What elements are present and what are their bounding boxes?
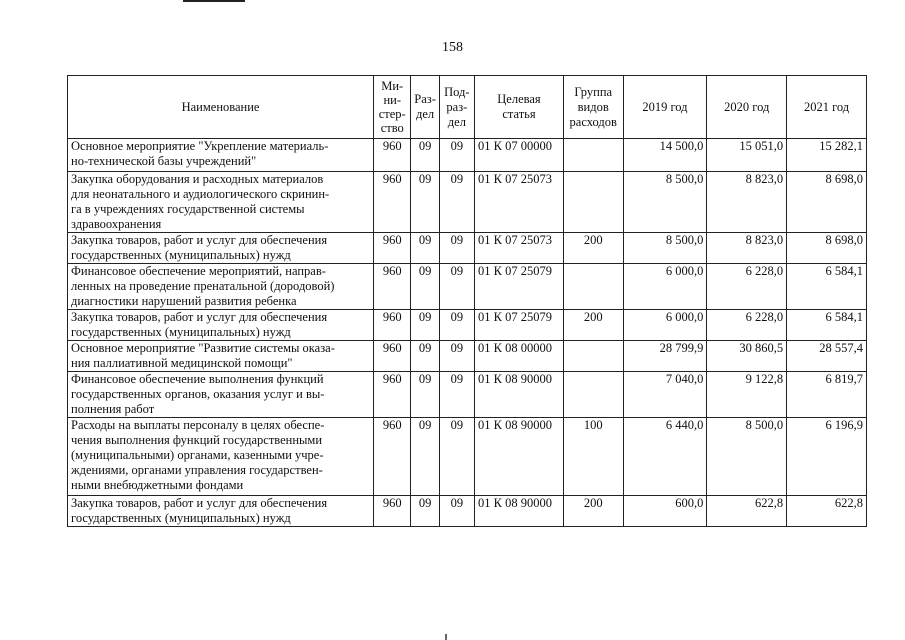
table-row xyxy=(68,310,867,341)
cell-2021: 6 819,7 xyxy=(787,372,867,418)
cell-name: Основное мероприятие "Укрепление материаль- но-технической базы учреждений" xyxy=(68,139,374,172)
cell-2019: 8 500,0 xyxy=(623,233,707,264)
cell-2019: 6 440,0 xyxy=(623,418,707,496)
cell-2019: 600,0 xyxy=(623,496,707,527)
table-row xyxy=(68,233,867,264)
cell-target: 01 К 08 90000 xyxy=(475,418,564,496)
cell-2020: 6 228,0 xyxy=(707,310,787,341)
cell-target: 01 К 08 00000 xyxy=(475,341,564,372)
scan-mark xyxy=(445,634,447,640)
cell-group xyxy=(563,372,623,418)
table-row xyxy=(68,341,867,372)
cell-2021: 622,8 xyxy=(787,496,867,527)
page-number: 158 xyxy=(442,40,463,55)
table-row xyxy=(68,139,867,172)
cell-target: 01 К 07 25079 xyxy=(475,310,564,341)
cell-2020: 15 051,0 xyxy=(707,139,787,172)
cell-ministry: 960 xyxy=(374,139,411,172)
cell-subsection: 09 xyxy=(439,264,474,310)
cell-subsection: 09 xyxy=(439,496,474,527)
header-2020: 2020 год xyxy=(707,76,787,139)
cell-ministry: 960 xyxy=(374,341,411,372)
cell-2020: 9 122,8 xyxy=(707,372,787,418)
cell-name: Закупка оборудования и расходных материалов для неонатального и аудиологического скринин- га в учреждениях государственной системы здравоохранения xyxy=(68,172,374,233)
cell-ministry: 960 xyxy=(374,496,411,527)
cell-section: 09 xyxy=(411,372,439,418)
cell-section: 09 xyxy=(411,264,439,310)
cell-2019: 6 000,0 xyxy=(623,264,707,310)
table-row xyxy=(68,372,867,418)
cell-2021: 28 557,4 xyxy=(787,341,867,372)
header-group: Группа видов расходов xyxy=(563,76,623,139)
cell-subsection: 09 xyxy=(439,418,474,496)
cell-section: 09 xyxy=(411,139,439,172)
cell-ministry: 960 xyxy=(374,418,411,496)
cell-section: 09 xyxy=(411,341,439,372)
cell-2020: 30 860,5 xyxy=(707,341,787,372)
cell-subsection: 09 xyxy=(439,172,474,233)
cell-ministry: 960 xyxy=(374,310,411,341)
header-2019: 2019 год xyxy=(623,76,707,139)
cell-group xyxy=(563,139,623,172)
cell-target: 01 К 07 25073 xyxy=(475,172,564,233)
cell-2019: 7 040,0 xyxy=(623,372,707,418)
budget-table xyxy=(67,75,867,527)
cell-section: 09 xyxy=(411,418,439,496)
table-header-row xyxy=(68,76,867,139)
cell-subsection: 09 xyxy=(439,372,474,418)
table-row xyxy=(68,496,867,527)
cell-target: 01 К 07 25073 xyxy=(475,233,564,264)
header-2021: 2021 год xyxy=(787,76,867,139)
cell-target: 01 К 08 90000 xyxy=(475,372,564,418)
cell-name: Закупка товаров, работ и услуг для обеспечения государственных (муниципальных) нужд xyxy=(68,310,374,341)
cell-2019: 8 500,0 xyxy=(623,172,707,233)
cell-name: Финансовое обеспечение мероприятий, направ- ленных на проведение пренатальной (дородовой) диагностики нарушений развития ребенка xyxy=(68,264,374,310)
cell-2020: 8 823,0 xyxy=(707,233,787,264)
cell-target: 01 К 07 25079 xyxy=(475,264,564,310)
cell-2020: 8 500,0 xyxy=(707,418,787,496)
top-rule xyxy=(183,0,245,2)
cell-2019: 14 500,0 xyxy=(623,139,707,172)
cell-subsection: 09 xyxy=(439,139,474,172)
cell-2019: 28 799,9 xyxy=(623,341,707,372)
cell-2021: 8 698,0 xyxy=(787,233,867,264)
cell-ministry: 960 xyxy=(374,233,411,264)
cell-2020: 622,8 xyxy=(707,496,787,527)
cell-2020: 6 228,0 xyxy=(707,264,787,310)
cell-2021: 6 196,9 xyxy=(787,418,867,496)
header-section: Раз- дел xyxy=(411,76,439,139)
cell-name: Закупка товаров, работ и услуг для обеспечения государственных (муниципальных) нужд xyxy=(68,233,374,264)
table-row xyxy=(68,418,867,496)
cell-target: 01 К 07 00000 xyxy=(475,139,564,172)
cell-2021: 8 698,0 xyxy=(787,172,867,233)
cell-group: 200 xyxy=(563,496,623,527)
cell-group xyxy=(563,341,623,372)
cell-name: Расходы на выплаты персоналу в целях обеспе- чения выполнения функций государственными (муниципальными) органами, казенными учре- ждениями, органами управления государствен- ными внебюджетными фондами xyxy=(68,418,374,496)
cell-2021: 15 282,1 xyxy=(787,139,867,172)
header-name: Наименование xyxy=(68,76,374,139)
cell-section: 09 xyxy=(411,233,439,264)
cell-name: Финансовое обеспечение выполнения функций государственных органов, оказания услуг и вы- полнения работ xyxy=(68,372,374,418)
cell-ministry: 960 xyxy=(374,372,411,418)
cell-group: 200 xyxy=(563,233,623,264)
table-row xyxy=(68,264,867,310)
header-ministry: Ми- ни- стер- ство xyxy=(374,76,411,139)
cell-subsection: 09 xyxy=(439,233,474,264)
header-target: Целевая статья xyxy=(475,76,564,139)
cell-group: 200 xyxy=(563,310,623,341)
cell-ministry: 960 xyxy=(374,264,411,310)
cell-group xyxy=(563,264,623,310)
cell-section: 09 xyxy=(411,496,439,527)
cell-name: Закупка товаров, работ и услуг для обеспечения государственных (муниципальных) нужд xyxy=(68,496,374,527)
cell-section: 09 xyxy=(411,310,439,341)
cell-group xyxy=(563,172,623,233)
cell-subsection: 09 xyxy=(439,341,474,372)
cell-2021: 6 584,1 xyxy=(787,310,867,341)
table-row xyxy=(68,172,867,233)
cell-name: Основное мероприятие "Развитие системы оказа- ния паллиативной медицинской помощи" xyxy=(68,341,374,372)
cell-target: 01 К 08 90000 xyxy=(475,496,564,527)
cell-group: 100 xyxy=(563,418,623,496)
cell-2020: 8 823,0 xyxy=(707,172,787,233)
cell-subsection: 09 xyxy=(439,310,474,341)
header-subsection: Под- раз- дел xyxy=(439,76,474,139)
cell-section: 09 xyxy=(411,172,439,233)
cell-2021: 6 584,1 xyxy=(787,264,867,310)
cell-ministry: 960 xyxy=(374,172,411,233)
cell-2019: 6 000,0 xyxy=(623,310,707,341)
